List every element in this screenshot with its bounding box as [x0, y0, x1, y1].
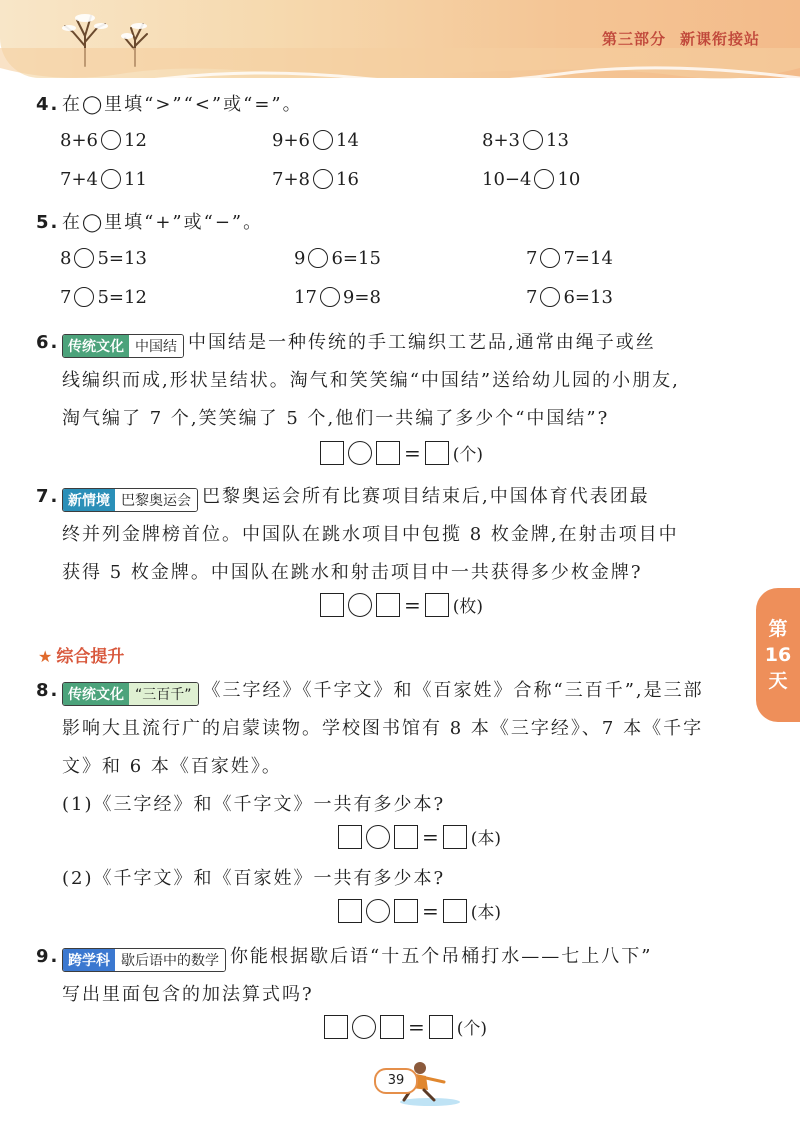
answer-circle[interactable] [523, 130, 543, 150]
answer-box[interactable] [394, 899, 418, 923]
q4-item: 7+8 16 [272, 169, 359, 190]
q9-line1: 9. 跨学科 歇后语中的数学 你能根据歇后语“十五个吊桶打水——七上八下” [36, 942, 652, 972]
q8-2-answer-formula: = (本) [336, 898, 501, 923]
q9-answer-formula: = (个) [322, 1014, 487, 1039]
q5-item: 7 6=13 [526, 287, 613, 308]
q7-line1: 7. 新情境 巴黎奥运会 巴黎奥运会所有比赛项目结束后,中国体育代表团最 [36, 482, 650, 512]
q6-answer-formula: = (个) [318, 440, 483, 465]
unit-label: (枚) [452, 597, 484, 617]
answer-circle[interactable] [313, 169, 333, 189]
q7-answer-formula: = (枚) [318, 592, 483, 617]
banner-wave-decoration [0, 48, 800, 88]
q8-1-answer-formula: = (本) [336, 824, 501, 849]
answer-circle[interactable] [313, 130, 333, 150]
answer-circle[interactable] [320, 287, 340, 307]
answer-box[interactable] [320, 593, 344, 617]
q8-line3: 文》和 6 本《百家姓》。 [62, 756, 282, 777]
q4-item: 10−4 10 [482, 169, 581, 190]
q4-number: 4. [36, 94, 60, 115]
q7-line3: 获得 5 枚金牌。中国队在跳水和射击项目中一共获得多少枚金牌? [62, 562, 643, 583]
header-label [602, 28, 760, 49]
q9-tag: 跨学科 歇后语中的数学 [62, 948, 226, 972]
header-part: 第三部分 [601, 30, 666, 48]
q5-number: 5. [36, 212, 60, 233]
answer-box[interactable] [376, 593, 400, 617]
q7-number: 7. [36, 486, 60, 507]
unit-label: (本) [470, 903, 502, 923]
q5-item: 7 7=14 [526, 248, 613, 269]
q5-item: 7 5=12 [60, 287, 147, 308]
operator-circle[interactable] [348, 441, 372, 465]
q9-line2: 写出里面包含的加法算式吗? [62, 984, 314, 1005]
unit-label: (本) [470, 829, 502, 849]
operator-circle[interactable] [348, 593, 372, 617]
q4-item: 9+6 14 [272, 130, 359, 151]
q5-item: 17 9=8 [294, 287, 381, 308]
answer-box[interactable] [425, 593, 449, 617]
operator-circle[interactable] [366, 825, 390, 849]
answer-box[interactable] [320, 441, 344, 465]
answer-box[interactable] [338, 825, 362, 849]
q5-item: 8 5=13 [60, 248, 147, 269]
q4-item: 7+4 11 [60, 169, 147, 190]
answer-circle[interactable] [308, 248, 328, 268]
q4-item: 8+3 13 [482, 130, 569, 151]
q4-item: 8+6 12 [60, 130, 147, 151]
answer-box[interactable] [338, 899, 362, 923]
q4-prompt-line [36, 90, 303, 116]
q6-tag: 传统文化 中国结 [62, 334, 184, 358]
section-title: ★ 综合提升 [38, 647, 125, 667]
answer-circle[interactable] [534, 169, 554, 189]
answer-box[interactable] [324, 1015, 348, 1039]
q8-sub1: (1)《三字经》和《千字文》一共有多少本? [62, 794, 446, 815]
day-tab-number: 16 [764, 644, 792, 666]
day-tab-line3: 天 [768, 670, 788, 692]
answer-box[interactable] [443, 899, 467, 923]
q7-tag: 新情境 巴黎奥运会 [62, 488, 198, 512]
answer-box[interactable] [380, 1015, 404, 1039]
q5-item: 9 6=15 [294, 248, 381, 269]
answer-box[interactable] [376, 441, 400, 465]
answer-circle[interactable] [540, 248, 560, 268]
header-section: 新课衔接站 [679, 30, 760, 48]
answer-circle[interactable] [101, 169, 121, 189]
day-tab-line1: 第 [768, 618, 788, 640]
q6-line2: 线编织而成,形状呈结状。淘气和笑笑编“中国结”送给幼儿园的小朋友, [62, 370, 680, 391]
answer-circle[interactable] [101, 130, 121, 150]
q8-line2: 影响大且流行广的启蒙读物。学校图书馆有 8 本《三字经》、7 本《千字 [62, 718, 704, 739]
q6-number: 6. [36, 332, 60, 353]
q8-number: 8. [36, 680, 60, 701]
q5-prompt-line [36, 208, 263, 234]
operator-circle[interactable] [366, 899, 390, 923]
q5-prompt: 在◯里填“+”或“−”。 [62, 212, 264, 233]
answer-circle[interactable] [74, 248, 94, 268]
day-tab [756, 588, 800, 722]
q8-sub2: (2)《千字文》和《百家姓》一共有多少本? [62, 868, 446, 889]
answer-circle[interactable] [74, 287, 94, 307]
answer-box[interactable] [425, 441, 449, 465]
q8-line1: 8. 传统文化 “三百千” 《三字经》《千字文》和《百家姓》合称“三百千”,是三部 [36, 676, 704, 706]
page-number: 39 [374, 1068, 418, 1094]
answer-box[interactable] [429, 1015, 453, 1039]
q6-line1: 6. 传统文化 中国结 中国结是一种传统的手工编织工艺品,通常由绳子或丝 [36, 328, 656, 358]
q9-number: 9. [36, 946, 60, 967]
q8-tag: 传统文化 “三百千” [62, 682, 199, 706]
q7-line2: 终并列金牌榜首位。中国队在跳水项目中包揽 8 枚金牌,在射击项目中 [62, 524, 679, 545]
unit-label: (个) [456, 1019, 488, 1039]
q6-line3: 淘气编了 7 个,笑笑编了 5 个,他们一共编了多少个“中国结”? [62, 408, 610, 429]
answer-box[interactable] [394, 825, 418, 849]
operator-circle[interactable] [352, 1015, 376, 1039]
answer-circle[interactable] [540, 287, 560, 307]
q4-prompt: 在◯里填“>”“<”或“=”。 [62, 94, 303, 115]
answer-box[interactable] [443, 825, 467, 849]
star-icon: ★ [38, 647, 53, 666]
unit-label: (个) [452, 445, 484, 465]
